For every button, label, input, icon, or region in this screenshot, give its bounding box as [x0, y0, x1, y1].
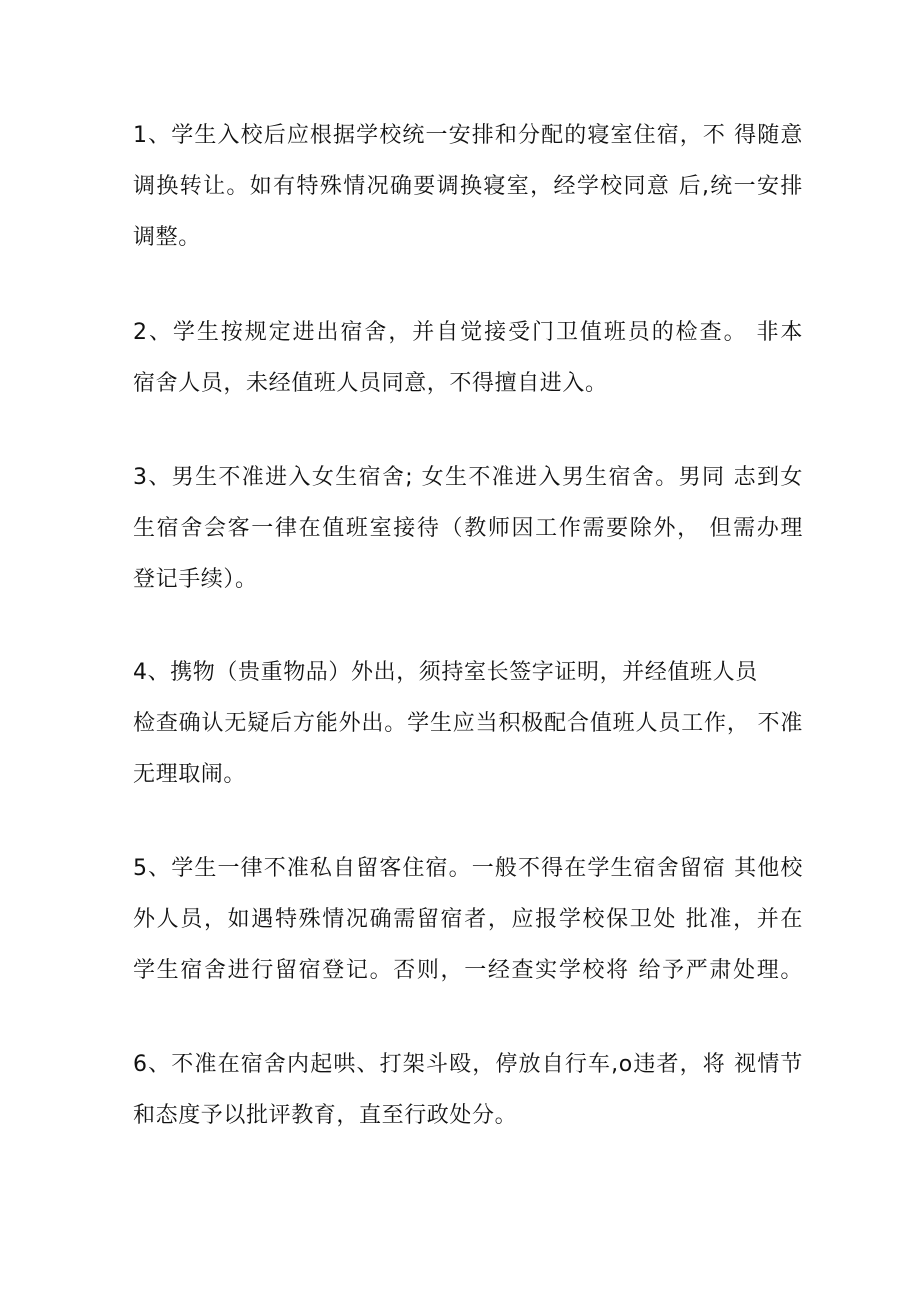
rule-4-line-1: 4、携物（贵重物品）外出，须持室长签字证明，并经值班人员 — [133, 660, 758, 685]
rule-3-line-1: 3、男生不准进入女生宿舍; 女生不准进入男生宿舍。男同 志到女 — [133, 465, 803, 490]
rule-1-line-1: 1、学生入校后应根据学校统一安排和分配的寝室住宿，不 得随意 — [133, 123, 803, 148]
rule-1-line-2: 调换转让。如有特殊情况确要调换寝室，经学校同意 后,统一安排 — [133, 174, 803, 199]
rule-paragraph-1 — [133, 110, 803, 263]
rule-6-line-1: 6、不准在宿舍内起哄、打架斗殴，停放自行车,o违者，将 视情节 — [133, 1052, 803, 1077]
rule-2-line-2: 宿舍人员，未经值班人员同意，不得擅自进入。 — [133, 371, 608, 396]
rule-paragraph-4 — [133, 647, 803, 800]
rule-2-line-1: 2、学生按规定进出宿舍，并自觉接受门卫值班员的检查。 非本 — [133, 320, 803, 345]
rule-5-line-3: 学生宿舍进行留宿登记。否则，一经查实学校将 给予严肃处理。 — [133, 958, 803, 983]
rule-paragraph-6 — [133, 1039, 803, 1141]
rule-1-line-3: 调整。 — [133, 225, 201, 250]
rule-4-line-3: 无理取闹。 — [133, 762, 247, 787]
rule-paragraph-3 — [133, 452, 803, 605]
rule-5-line-2: 外人员，如遇特殊情况确需留宿者，应报学校保卫处 批准，并在 — [133, 907, 803, 932]
rule-paragraph-2 — [133, 307, 803, 409]
rule-3-line-2: 生宿舍会客一律在值班室接待（教师因工作需要除外， 但需办理 — [133, 516, 803, 541]
rule-3-line-3: 登记手续）。 — [133, 567, 258, 592]
rule-paragraph-5 — [133, 843, 803, 996]
rule-6-line-2: 和态度予以批评教育，直至行政处分。 — [133, 1103, 518, 1128]
rule-4-line-2: 检查确认无疑后方能外出。学生应当积极配合值班人员工作， 不准 — [133, 711, 803, 736]
rule-5-line-1: 5、学生一律不准私自留客住宿。一般不得在学生宿舍留宿 其他校 — [133, 856, 803, 881]
